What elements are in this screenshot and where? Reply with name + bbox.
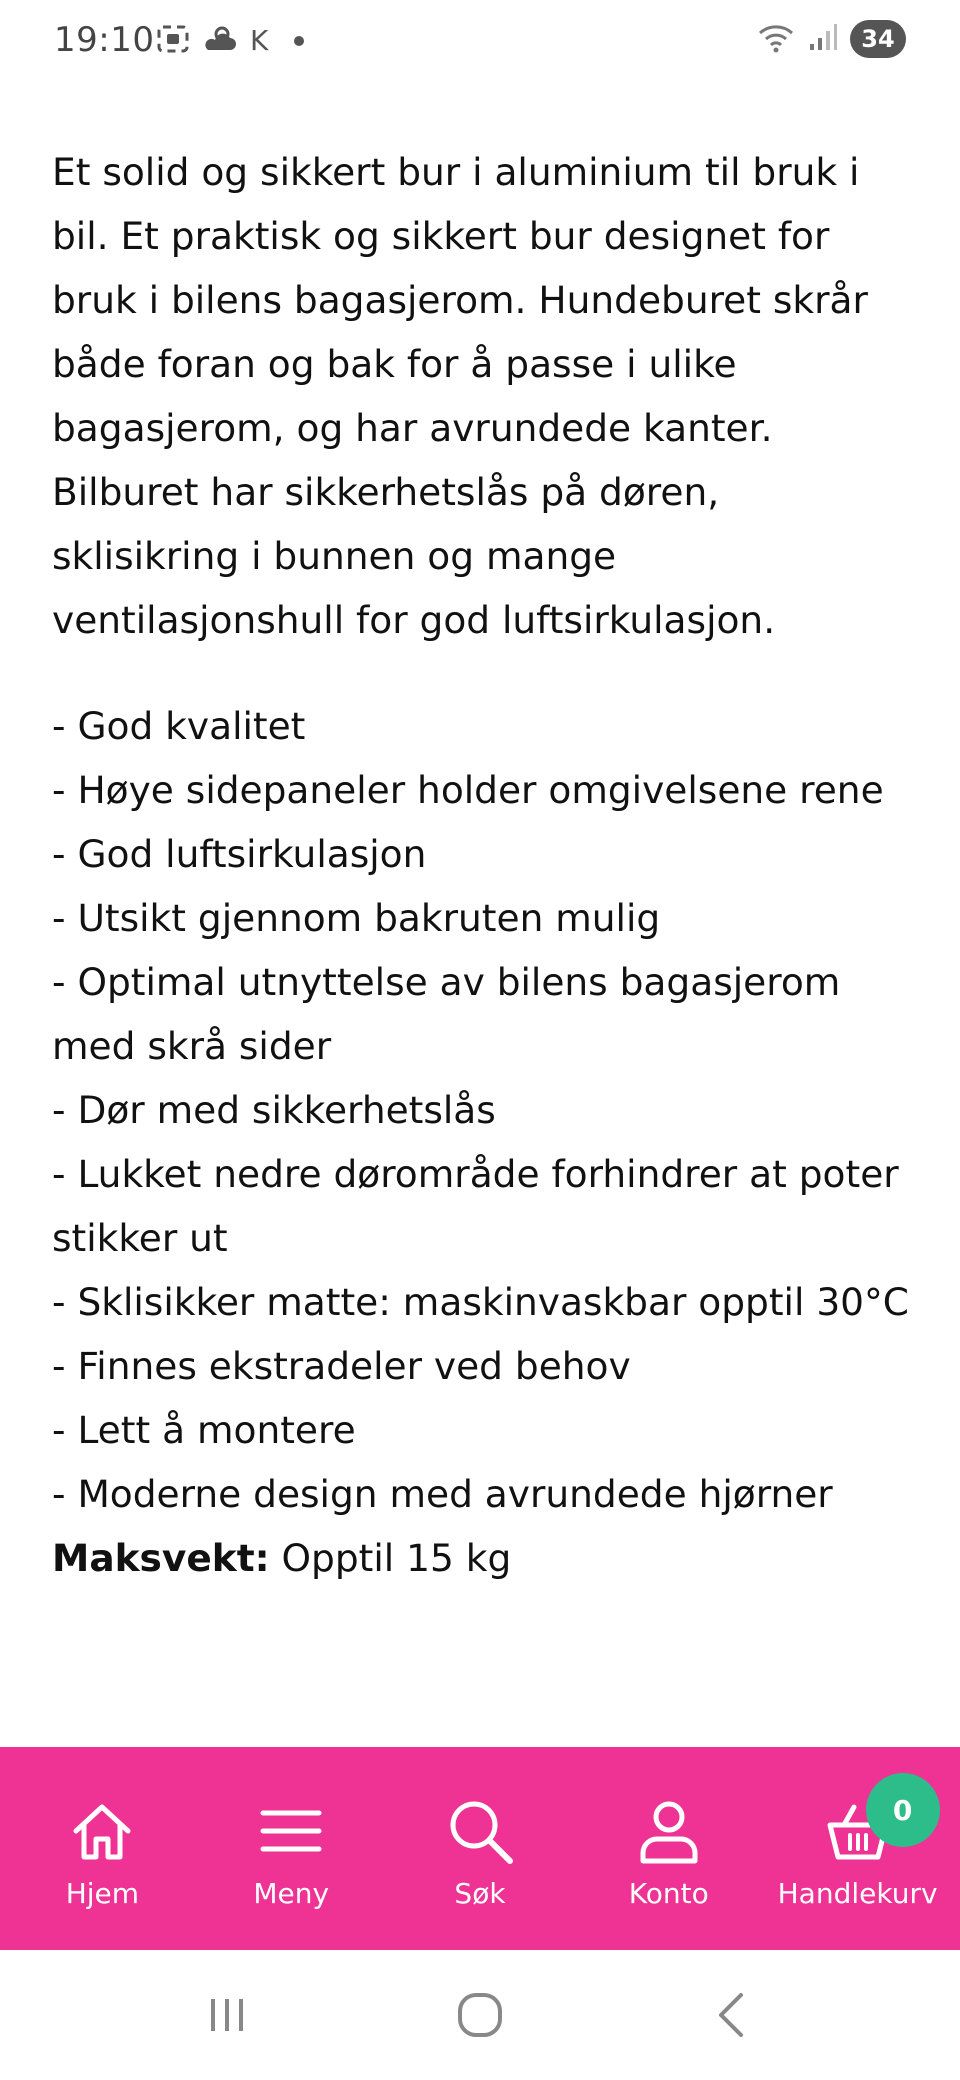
- feature-item: - Dør med sikkerhetslås: [52, 1088, 496, 1132]
- home-circle-icon: [452, 1987, 508, 2043]
- nav-item-menu[interactable]: [201, 1747, 381, 1910]
- account-icon: [633, 1795, 705, 1867]
- max-weight: [52, 1526, 912, 1590]
- paragraph-spacer: [52, 652, 912, 694]
- feature-item: - Optimal utnyttelse av bilens bagasjerom med skrå sider: [52, 960, 841, 1068]
- feature-item: - God luftsirkulasjon: [52, 832, 427, 876]
- recent-apps-icon: [199, 1987, 255, 2043]
- feature-item: - Lett å montere: [52, 1408, 356, 1452]
- cart-count-badge: 0: [866, 1773, 940, 1847]
- wifi-icon: [756, 21, 796, 57]
- nav-label-account: Konto: [628, 1877, 709, 1910]
- screenshot-icon: [156, 24, 190, 58]
- feature-item: - God kvalitet: [52, 704, 306, 748]
- bottom-nav: [0, 1747, 960, 1950]
- recent-apps-button[interactable]: [187, 1975, 267, 2055]
- max-weight-label: Maksvekt:: [52, 1536, 270, 1580]
- weather-icon: [202, 24, 238, 58]
- system-nav-bar: [0, 1950, 960, 2080]
- k-icon: K: [250, 24, 269, 57]
- status-time: 19:10: [54, 20, 155, 60]
- product-description: [52, 140, 912, 1590]
- back-icon: [705, 1987, 761, 2043]
- feature-item: - Lukket nedre dørområde forhindrer at poter stikker ut: [52, 1152, 899, 1260]
- back-button[interactable]: [693, 1975, 773, 2055]
- feature-item: - Utsikt gjennom bakruten mulig: [52, 896, 661, 940]
- home-icon: [66, 1795, 138, 1867]
- status-icons-left: [156, 24, 304, 58]
- description-paragraph: Et solid og sikkert bur i aluminium til bruk i bil. Et praktisk og sikkert bur designet for bruk i bilens bagasjerom. Hundeburet skrår både foran og bak for å passe i ulike bagasjerom, og har avrundede kanter. Bilburet har sikkerhetslås på døren, sklisikring i bunnen og mange ventilasjonshull for god luftsirkulasjon.: [52, 150, 868, 642]
- menu-icon: [255, 1795, 327, 1867]
- feature-item: - Moderne design med avrundede hjørner: [52, 1472, 833, 1516]
- feature-item: - Finnes ekstradeler ved behov: [52, 1344, 631, 1388]
- nav-label-home: Hjem: [65, 1877, 140, 1910]
- feature-item: - Høye sidepaneler holder omgivelsene rene: [52, 768, 884, 812]
- battery-icon: 34: [850, 20, 906, 58]
- feature-item: - Sklisikker matte: maskinvaskbar opptil 30°C: [52, 1280, 909, 1324]
- nav-label-menu: Meny: [253, 1877, 330, 1910]
- home-button[interactable]: [440, 1975, 520, 2055]
- nav-item-cart[interactable]: [768, 1747, 948, 1910]
- signal-icon: [808, 22, 838, 56]
- dot-icon: [294, 36, 304, 46]
- max-weight-value: Opptil 15 kg: [269, 1536, 512, 1580]
- nav-item-home[interactable]: [12, 1747, 192, 1910]
- search-icon: [444, 1795, 516, 1867]
- nav-item-account[interactable]: [579, 1747, 759, 1910]
- status-bar: [0, 0, 960, 86]
- nav-item-search[interactable]: [390, 1747, 570, 1910]
- status-icons-right: [756, 20, 906, 58]
- nav-label-cart: Handlekurv: [777, 1877, 938, 1910]
- feature-list: [52, 694, 912, 1526]
- nav-label-search: Søk: [454, 1877, 506, 1910]
